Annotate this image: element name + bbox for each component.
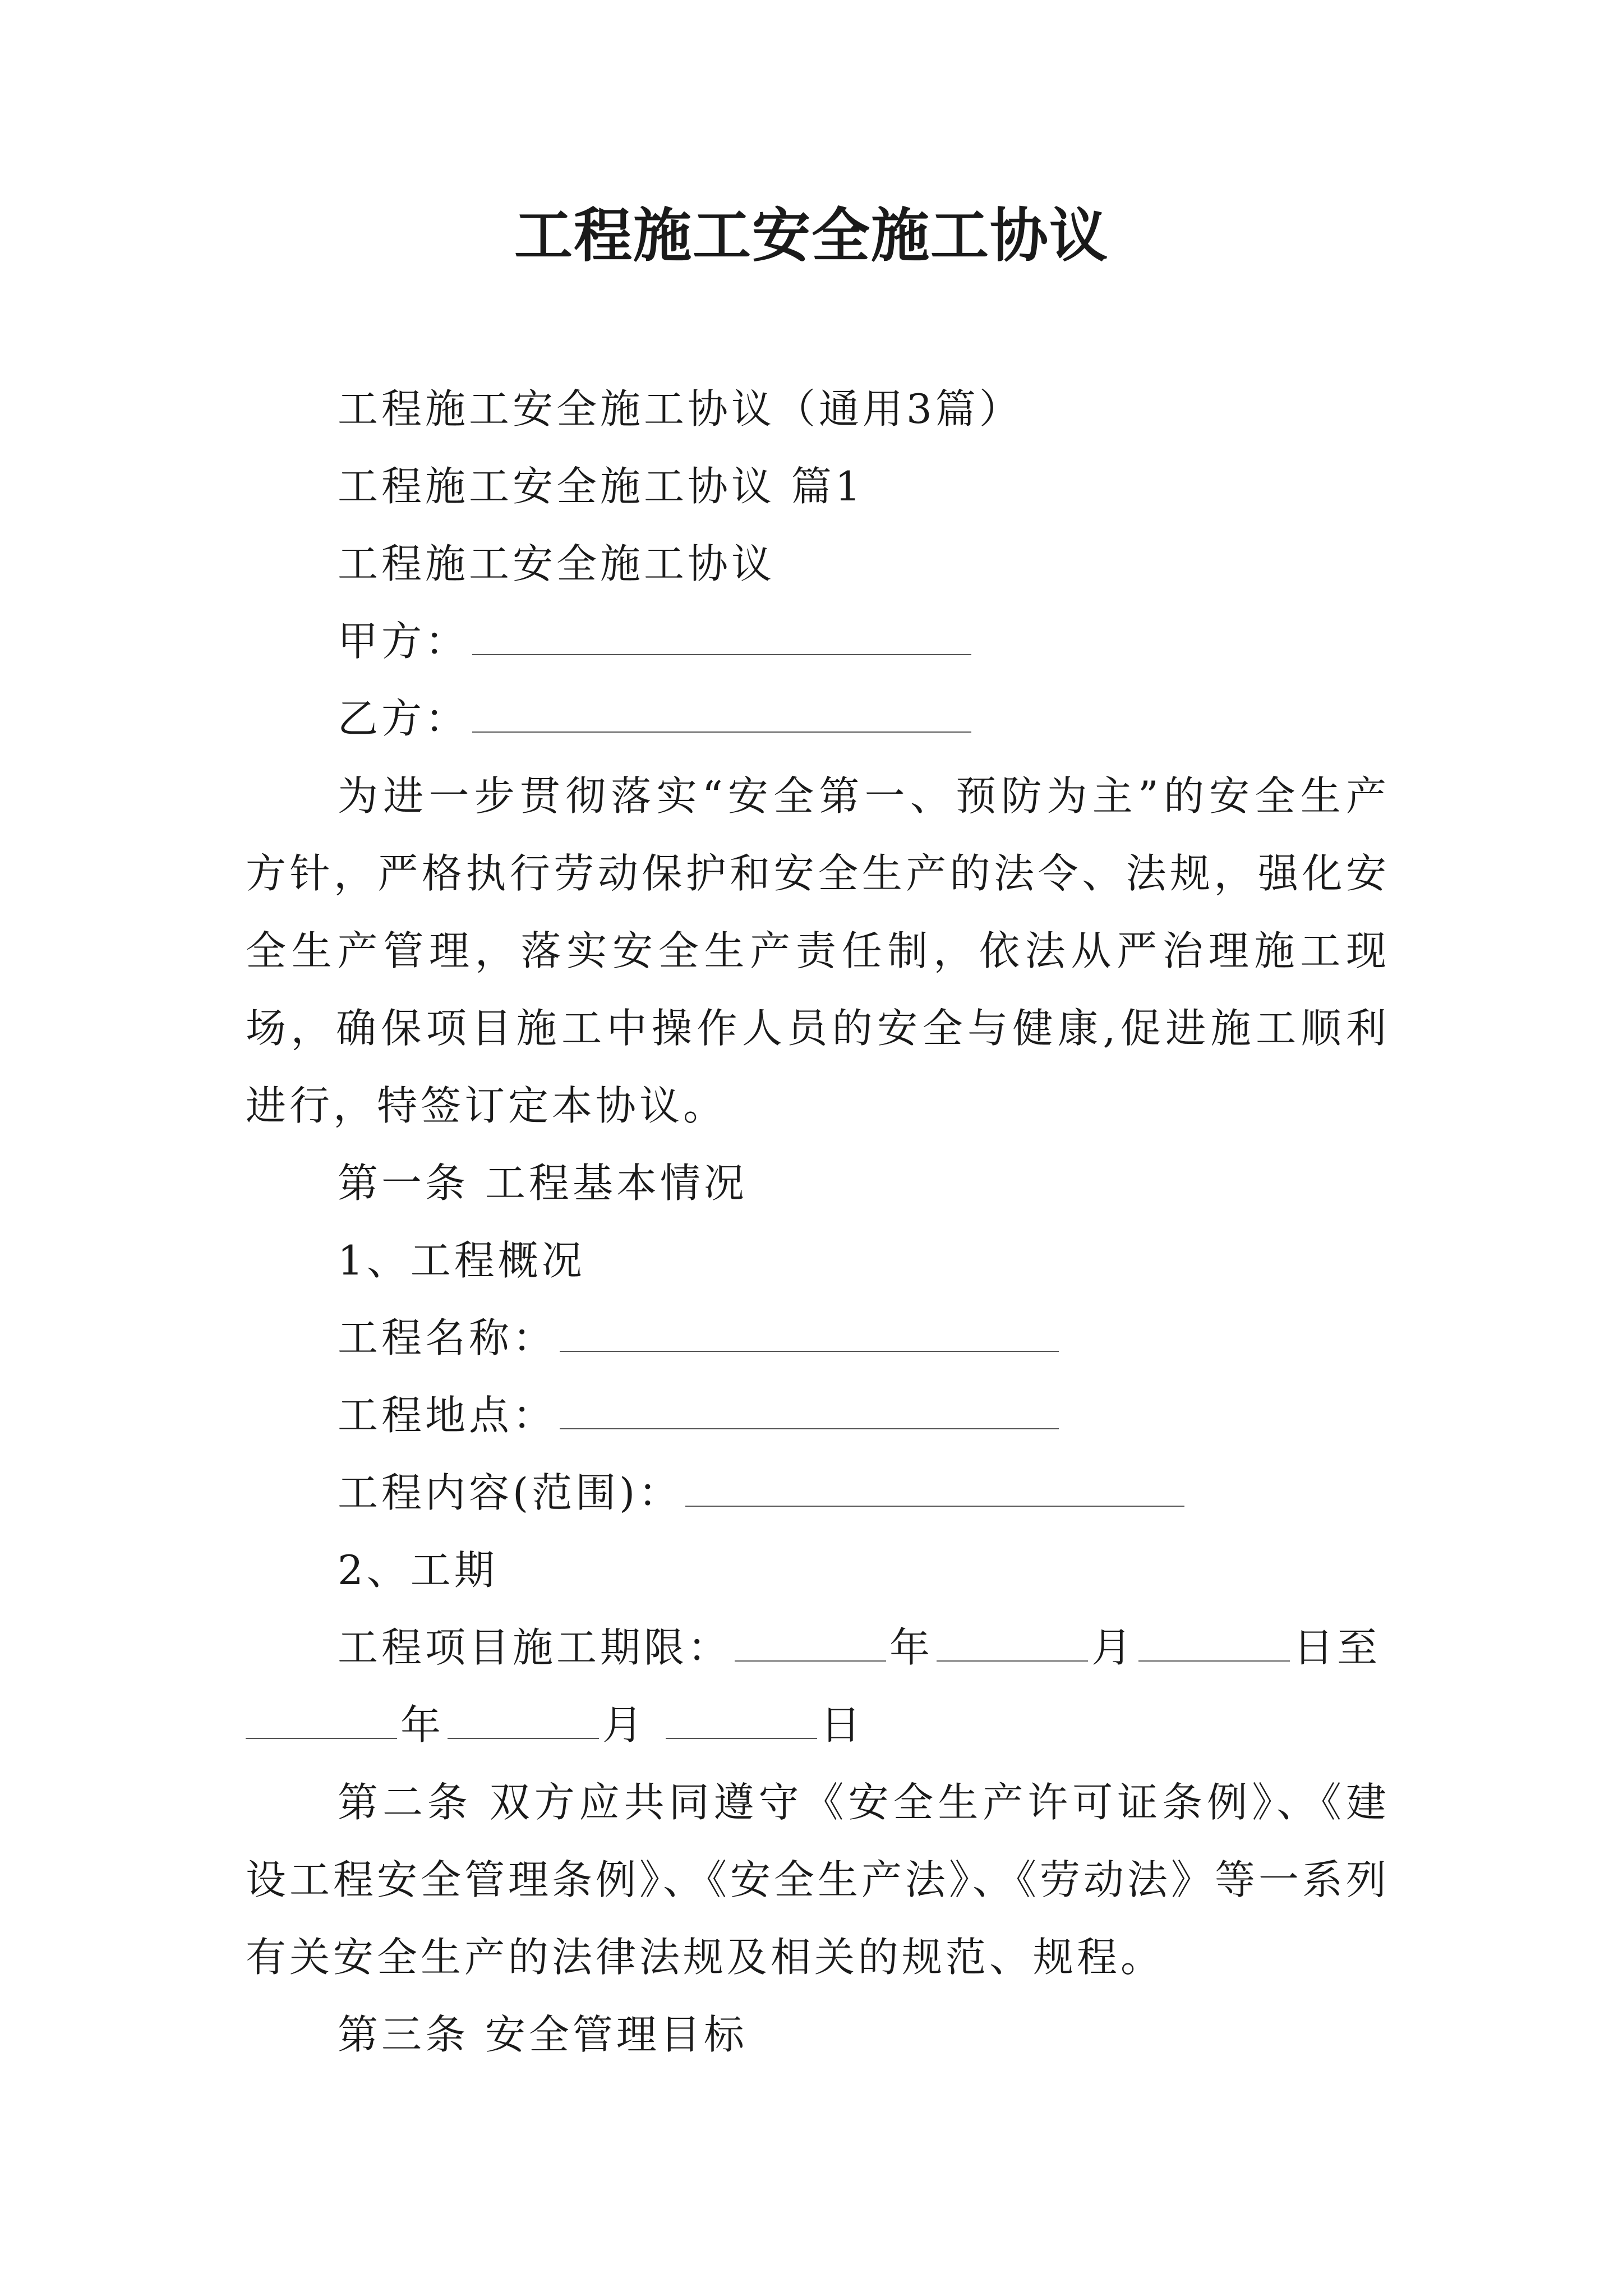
period-label: 工程项目施工期限： xyxy=(338,1624,732,1671)
end-day-blank[interactable] xyxy=(666,1702,817,1739)
end-year-blank[interactable] xyxy=(246,1702,397,1739)
start-day-text: 日至 xyxy=(1293,1624,1381,1671)
party-a-line xyxy=(246,602,1390,680)
project-name-label: 工程名称： xyxy=(338,1314,557,1361)
subtitle-line: 工程施工安全施工协议（通用3篇） xyxy=(338,385,1023,432)
project-scope-line xyxy=(246,1454,1390,1531)
intro-paragraph: 为进一步贯彻落实“安全第一、预防为主”的安全生产方针，严格执行劳动保护和安全生产的法令、法规，强化安全生产管理，落实安全生产责任制，依法从严治理施工现场，确保项目施工中操作人员的安全与健康,促进施工顺利进行，特签订定本协议。 xyxy=(246,772,1390,1129)
article-3-heading: 第三条 安全管理目标 xyxy=(338,2011,748,2058)
project-scope-blank[interactable] xyxy=(685,1470,1184,1507)
start-month-text: 月 xyxy=(1091,1624,1136,1671)
project-location-line xyxy=(246,1377,1390,1454)
party-b-line xyxy=(246,680,1390,757)
document-body xyxy=(246,370,1390,2073)
party-b-blank[interactable] xyxy=(472,696,971,733)
item-2-heading: 2、工期 xyxy=(338,1547,498,1594)
project-name-blank[interactable] xyxy=(560,1315,1059,1352)
project-scope-label: 工程内容(范围)： xyxy=(338,1469,683,1516)
party-b-label: 乙方： xyxy=(338,695,469,742)
end-day-text: 日 xyxy=(820,1701,864,1749)
document-title: 工程施工安全施工协议 xyxy=(514,201,1109,270)
start-year-text: 年 xyxy=(889,1624,934,1671)
article-2-paragraph: 第二条 双方应共同遵守《安全生产许可证条例》、《建设工程安全管理条例》、《安全生产法》、《劳动法》等一系列有关安全生产的法律法规及相关的规范、规程。 xyxy=(246,1779,1390,1981)
project-location-label: 工程地点： xyxy=(338,1392,557,1439)
party-a-blank[interactable] xyxy=(472,618,971,655)
project-name-line xyxy=(246,1299,1390,1377)
start-month-blank[interactable] xyxy=(937,1625,1088,1662)
article-1-heading: 第一条 工程基本情况 xyxy=(338,1159,748,1207)
end-year-text: 年 xyxy=(400,1701,445,1749)
period-line-1 xyxy=(246,1609,1390,1686)
item-1-heading: 1、工程概况 xyxy=(338,1237,585,1284)
agreement-heading: 工程施工安全施工协议 xyxy=(338,540,776,587)
part-heading: 工程施工安全施工协议 篇1 xyxy=(338,463,864,510)
project-location-blank[interactable] xyxy=(560,1392,1059,1429)
start-year-blank[interactable] xyxy=(735,1625,886,1662)
end-month-blank[interactable] xyxy=(448,1702,599,1739)
start-day-blank[interactable] xyxy=(1138,1625,1290,1662)
party-a-label: 甲方： xyxy=(338,618,469,665)
period-line-2 xyxy=(246,1686,1390,1764)
end-month-text: 月 xyxy=(602,1701,647,1749)
